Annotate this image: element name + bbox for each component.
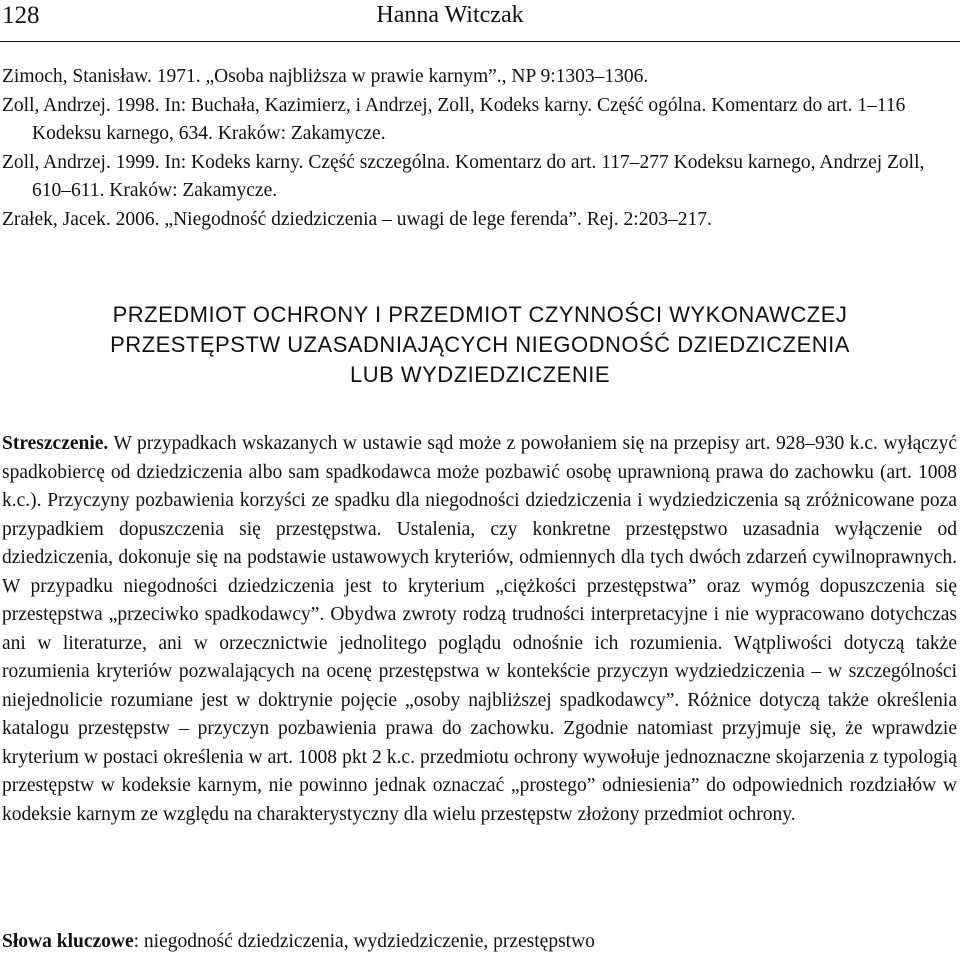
keywords-label: Słowa kluczowe — [2, 931, 134, 952]
abstract-text: W przypadkach wskazanych w ustawie sąd może z powołaniem się na przepisy art. 928–930 k.c. wyłączyć spadkobiercę od dziedziczenia albo sam spadkodawca może pozbawić osobę uprawnioną prawa do zachowku (art. 1008 k.c.). Przyczyny pozbawienia korzyści ze spadku dla niegodności dziedziczenia i wydziedziczenia są zróżnicowane poza przypadkiem dopuszczenia się przestępstwa. Ustalenia, czy konkretne przestępstwo uzasadnia wyłączenie od dziedziczenia, dokonuje się na podstawie ustawowych kryteriów, odmiennych dla tych dwóch zdarzeń cywilnoprawnych. W przypadku niegodności dziedziczenia jest to kryterium „ciężkości przestępstwa” oraz wymóg dopuszczenia się przestępstwa „przeciwko spadkodawcy”. Obydwa zwroty rodzą trudności interpretacyjne i nie wypracowano dotychczas ani w literaturze, ani w orzecznictwie jednolitego poglądu odnośnie ich rozumienia. Wątpliwości dotyczą także rozumienia kryteriów pozwalających na ocenę przestępstwa w kontekście przyczyn wydziedziczenia – w szczególności niejednolicie rozumiane jest w doktrynie pojęcie „osoby najbliższej spadkodawcy”. Różnice dotyczą także określenia katalogu przestępstw – przyczyn pozbawienia prawa do zachowku. Zgodnie natomiast przyjmuje się, że wprawdzie kryterium w postaci określenia w art. 1008 pkt 2 k.c. przedmiotu ochrony wywołuje jednoznaczne skojarzenia z typologią przestępstw w kodeksie karnym, nie powinno jednak oznaczać „prostego” odniesienia” do odpowiednich rozdziałów w kodeksie karnym ze względu na charakterystyczny dla wielu przestępstw złożony przedmiot ochrony. — [2, 433, 957, 825]
article-title — [0, 300, 960, 390]
reference-list — [2, 63, 958, 234]
abstract — [2, 430, 957, 829]
reference-entry: Zimoch, Stanisław. 1971. „Osoba najbliższa w prawie karnym”., NP 9:1303–1306. — [2, 66, 649, 87]
keywords — [2, 928, 957, 956]
article-title-line: PRZEDMIOT OCHRONY I PRZEDMIOT CZYNNOŚCI WYKONAWCZEJ — [112, 302, 848, 327]
article-title-line: PRZESTĘPSTW UZASADNIAJĄCYCH NIEGODNOŚĆ DZIEDZICZENIA — [110, 332, 850, 357]
reference-entry: Zoll, Andrzej. 1998. In: Buchała, Kazimierz, i Andrzej, Zoll, Kodeks karny. Część ogólna. Komentarz do art. 1–116 Kodeksu karnego, 634. Kraków: Zakamycze. — [2, 94, 906, 144]
keywords-text: : niegodność dziedziczenia, wydziedziczenie, przestępstwo — [133, 931, 595, 952]
page-number: 128 — [2, 2, 40, 29]
abstract-label: Streszczenie. — [2, 433, 109, 454]
page-header — [0, 0, 960, 42]
reference-entry: Zrałek, Jacek. 2006. „Niegodność dziedziczenia – uwagi de lege ferenda”. Rej. 2:203–217. — [2, 208, 712, 230]
running-head: Hanna Witczak — [376, 2, 524, 28]
reference-entry: Zoll, Andrzej. 1999. In: Kodeks karny. Część szczególna. Komentarz do art. 117–277 Kodeksu karnego, Andrzej Zoll, 610–611. Kraków: Zakamycze. — [2, 151, 925, 201]
article-title-line: LUB WYDZIEDZICZENIE — [349, 362, 611, 387]
